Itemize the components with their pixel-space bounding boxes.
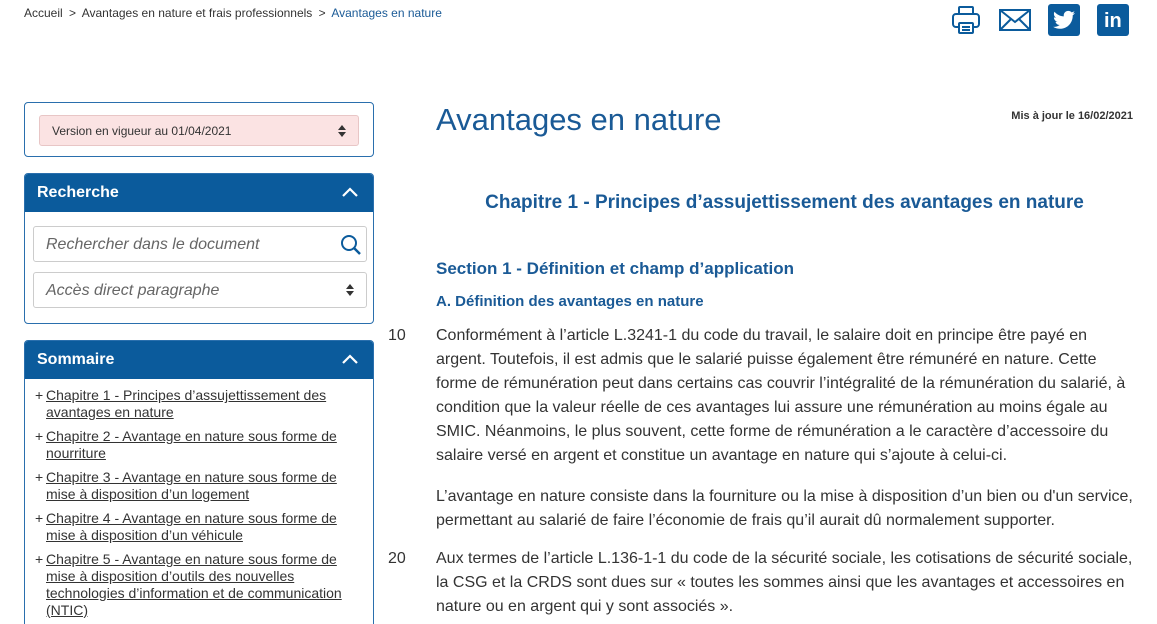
breadcrumb-current: Avantages en nature — [331, 6, 442, 20]
updated-value: 16/02/2021 — [1077, 110, 1133, 122]
breadcrumb — [24, 6, 442, 20]
paragraph-text: Aux termes de l’article L.136-1-1 du code de la sécurité sociale, les cotisations de sécurité sociale, la CSG et la CRDS sont dues sur « toutes les sommes ainsi que les avantages et accessoires en nature ou en argent qui y sont associés ». — [436, 550, 1133, 615]
breadcrumb-home-link[interactable]: Accueil — [24, 6, 63, 20]
document-search-input[interactable] — [33, 226, 367, 262]
twitter-share-button[interactable] — [1048, 4, 1080, 36]
document-search-placeholder: Rechercher dans le document — [46, 236, 260, 253]
toc-item — [35, 469, 363, 503]
search-panel-title: Recherche — [37, 184, 119, 201]
chapter-title: Chapitre 1 - Principes d’assujettissement des avantages en nature — [485, 192, 1084, 213]
version-select[interactable] — [39, 115, 359, 146]
toc-panel-header[interactable] — [25, 341, 373, 379]
toc-link-chapter-2[interactable]: Chapitre 2 - Avantage en nature sous forme de nourriture — [46, 428, 337, 461]
expand-plus-icon[interactable]: + — [35, 387, 44, 403]
paragraph-number: 20 — [388, 550, 406, 567]
updated-date — [1011, 110, 1133, 122]
expand-plus-icon[interactable]: + — [35, 428, 44, 444]
page-title: Avantages en nature — [436, 102, 722, 137]
toc-link-chapter-3[interactable]: Chapitre 3 - Avantage en nature sous forme de mise à disposition d’un logement — [46, 469, 337, 502]
toc-link-chapter-1[interactable]: Chapitre 1 - Principes d’assujettissement des avantages en nature — [46, 387, 327, 420]
toc-item — [35, 510, 363, 544]
search-icon[interactable] — [340, 234, 362, 256]
expand-plus-icon[interactable]: + — [35, 469, 44, 485]
email-share-button[interactable] — [999, 4, 1031, 36]
print-button[interactable] — [950, 4, 982, 36]
expand-plus-icon[interactable]: + — [35, 551, 44, 567]
linkedin-share-button[interactable] — [1097, 4, 1129, 36]
toc-item — [35, 551, 363, 619]
breadcrumb-category-link[interactable]: Avantages en nature et frais professionnels — [81, 6, 313, 20]
linkedin-icon — [1102, 9, 1124, 31]
linkedin-text: in — [1104, 10, 1122, 31]
paragraph-select-placeholder: Accès direct paragraphe — [46, 282, 220, 299]
search-panel — [24, 173, 374, 324]
breadcrumb-separator: > — [318, 6, 326, 20]
chevron-up-icon — [341, 186, 359, 198]
expand-plus-icon[interactable]: + — [35, 510, 44, 526]
toc-panel — [24, 340, 374, 624]
toc-link-chapter-5[interactable]: Chapitre 5 - Avantage en nature sous forme de mise à disposition d’outils des nouvelles technologies d’information et de communication (NTIC) — [46, 551, 342, 618]
twitter-icon — [1053, 10, 1075, 30]
toc-list — [25, 379, 373, 619]
toc-item — [35, 387, 363, 421]
chevron-up-icon — [341, 353, 359, 365]
breadcrumb-separator: > — [69, 6, 77, 20]
envelope-icon — [999, 8, 1031, 32]
paragraph-text: Conformément à l’article L.3241-1 du code du travail, le salaire doit en principe être payé en argent. Toutefois, il est admis que le salarié puisse également être rémunéré en nature. Cette forme de rémunération peut dans certains cas couvrir l’intégralité de la rémunération du salarié, à condition que la valeur réelle de ces avantages lui assure une rémunération au moins égale au SMIC. Néanmoins, le plus souvent, cette forme de rémunération a le caractère d’accessoire du salaire versé en argent et constitue un avantage en nature qui s’ajoute à celui-ci. — [436, 327, 1126, 464]
toc-link-chapter-4[interactable]: Chapitre 4 - Avantage en nature sous forme de mise à disposition d’un véhicule — [46, 510, 337, 543]
version-selected-value: Version en vigueur au 01/04/2021 — [52, 124, 232, 138]
version-box — [24, 102, 374, 157]
sort-arrows-icon — [338, 125, 346, 137]
toc-panel-title: Sommaire — [37, 351, 115, 368]
paragraph-select[interactable] — [33, 272, 367, 308]
sort-arrows-icon — [346, 284, 354, 296]
search-panel-header[interactable] — [25, 174, 373, 212]
printer-icon — [950, 4, 982, 36]
section-title: Section 1 - Définition et champ d’application — [436, 259, 794, 278]
paragraph-number: 10 — [388, 327, 406, 344]
paragraph-text: L’avantage en nature consiste dans la fourniture ou la mise à disposition d’un bien ou d'un service, permettant au salarié de faire l’économie de frais qu’il aurait dû normalement supporter. — [436, 488, 1133, 529]
updated-prefix: Mis à jour le — [1011, 110, 1075, 122]
toc-item — [35, 428, 363, 462]
share-toolbar — [950, 4, 1129, 36]
subsection-title: A. Définition des avantages en nature — [436, 293, 704, 310]
